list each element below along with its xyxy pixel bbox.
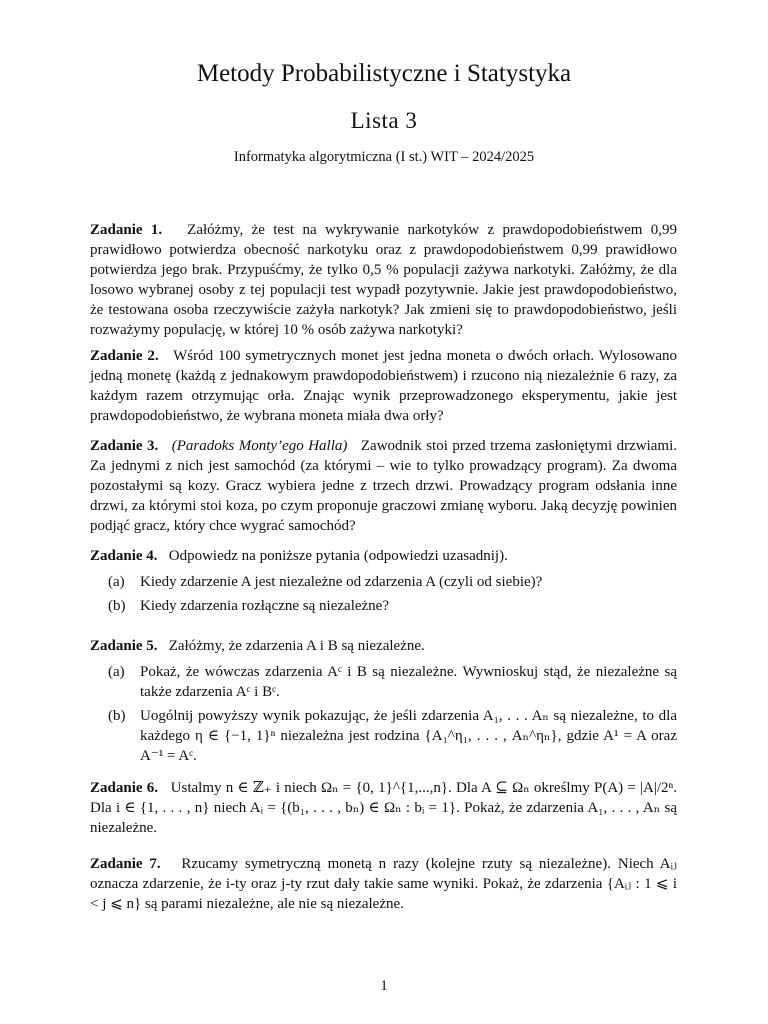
task-label: Zadanie 3. <box>90 438 159 454</box>
task-4 <box>90 546 677 566</box>
task-text: Ustalmy n ∈ ℤ₊ i niech Ωₙ = {0, 1}^{1,...,n}. Dla A ⊆ Ωₙ określmy P(A) = |A|/2ⁿ. Dla i ∈ {1, . . . , n} niech Aᵢ = {(b₁, . . . , bₙ) ∈ Ωₙ : bᵢ = 1}. Pokaż, że zdarzenia A₁, . . . , Aₙ są niezależne. <box>90 780 678 836</box>
subitem-label: (b) <box>108 708 126 724</box>
subitem-text: Kiedy zdarzenia rozłączne są niezależne? <box>140 598 389 614</box>
course-subtitle: Informatyka algorytmiczna (I st.) WIT – 2024/2025 <box>233 149 535 165</box>
task-label: Zadanie 1. <box>90 222 163 238</box>
task-label: Zadanie 6. <box>90 780 158 796</box>
subitem-text: Kiedy zdarzenie A jest niezależne od zdarzenia A (czyli od siebie)? <box>140 574 543 590</box>
subitem-5a <box>108 662 677 702</box>
subitem-text: Pokaż, że wówczas zdarzenia Aᶜ i B są niezależne. Wywnioskuj stąd, że niezależne są także zdarzenia Aᶜ i Bᶜ. <box>140 664 677 700</box>
task-text: Wśród 100 symetrycznych monet jest jedna moneta o dwóch orłach. Wylosowano jedną monetę (każdą z jednakowym prawdopodobieństwem) i rzucono nią niezależnie 6 razy, za każdym razem otrzymując orła. Znając wynik przeprowadzonego eksperymentu, jakie jest prawdopodobieństwo, że wybrana moneta miała dwa orły? <box>90 348 677 424</box>
task-label: Zadanie 7. <box>90 856 161 872</box>
task-5 <box>90 636 677 656</box>
subitem-label: (a) <box>108 574 125 590</box>
task-text: Załóżmy, że zdarzenia A i B są niezależne. <box>168 638 425 654</box>
task-2 <box>90 346 677 426</box>
task-label: Zadanie 4. <box>90 548 158 564</box>
subitem-text: Uogólnij powyższy wynik pokazując, że jeśli zdarzenia A₁, . . . Aₙ są niezależne, to dla każdego η ∈ {−1, 1}ⁿ niezależna jest rodzina {A₁^η₁, . . . , Aₙ^ηₙ}, gdzie A¹ = A oraz A⁻¹ = Aᶜ. <box>140 708 677 764</box>
list-title: Lista 3 <box>350 108 418 133</box>
task-text: Zawodnik stoi przed trzema zasłoniętymi drzwiami. Za jednymi z nich jest samochód (za którymi – wie to tylko prowadzący program). Za dwoma pozostałymi są kozy. Gracz wybiera jedne z trzech drzwi. Prowadzący program odsłania inne drzwi, za którymi stoi koza, po czym proponuje graczowi zmianę wyboru. Jaką decyzję powinien podjąć gracz, który chce wygrać samochód? <box>90 438 678 534</box>
subitem-label: (b) <box>108 598 126 614</box>
document-title: Metody Probabilistyczne i Statystyka <box>196 60 572 87</box>
task-3 <box>90 436 677 536</box>
task-6 <box>90 778 677 838</box>
task-paren: (Paradoks Monty’ego Halla) <box>171 438 348 454</box>
task-text: Rzucamy symetryczną monetą n razy (kolejne rzuty są niezależne). Niech Aᵢⱼ oznacza zdarzenie, że i-ty oraz j-ty rzut dały takie same wyniki. Pokaż, że zdarzenia {Aᵢⱼ : 1 ⩽ i < j ⩽ n} są parami niezależne, ale nie są niezależne. <box>90 856 677 912</box>
task-label: Zadanie 5. <box>90 638 158 654</box>
task-label: Zadanie 2. <box>90 348 159 364</box>
subitem-5b <box>108 706 677 766</box>
subitem-4a <box>108 572 677 592</box>
subitem-4b <box>108 596 677 616</box>
task-text: Załóżmy, że test na wykrywanie narkotyków z prawdopodobieństwem 0,99 prawidłowo potwierdza obecność narkotyku oraz z prawdopodobieństwem 0,99 prawidłowo potwierdza jego brak. Przypuśćmy, że tylko 0,5 % populacji zażywa narkotyki. Załóżmy, że dla losowo wybranej osoby z tej populacji test wypadł pozytywnie. Jakie jest prawdopodobieństwo, że testowana osoba rzeczywiście zażyła narkotyk? Jak zmieni się to prawdopodobieństwo, jeśli rozważymy populację, w której 10 % osób zażywa narkotyki? <box>90 222 678 338</box>
subitem-label: (a) <box>108 664 125 680</box>
task-7 <box>90 854 677 914</box>
page-number: 1 <box>380 978 388 994</box>
task-text: Odpowiedz na poniższe pytania (odpowiedzi uzasadnij). <box>168 548 508 564</box>
task-1 <box>90 220 677 340</box>
